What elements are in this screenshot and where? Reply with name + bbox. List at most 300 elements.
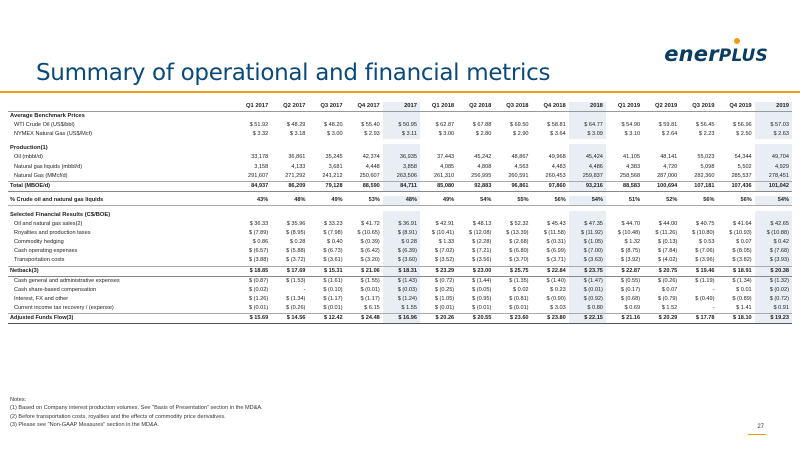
value-cell: $ 23.80 (532, 313, 569, 323)
row-label: Cash share-based compensation (14, 286, 97, 293)
value-cell: $ 42.65 (755, 220, 792, 229)
value-cell: $ 12.42 (308, 313, 345, 323)
value-cell (569, 112, 606, 122)
value-cell: $ (1.34) (286, 295, 306, 302)
value-cell: 43% (234, 196, 271, 206)
value-cell: 285,537 (717, 172, 754, 182)
value-cell: $ 23.00 (457, 266, 494, 276)
value-cell: $ (7.00) (569, 247, 606, 256)
value-cell: 54% (755, 196, 792, 206)
column-header: Q4 2018 (532, 102, 569, 112)
value-cell: $ (3.60) (383, 256, 420, 266)
value-cell: 33,178 (251, 154, 269, 161)
value-cell (606, 211, 643, 220)
value-cell: $ 62.87 (435, 122, 455, 129)
value-cell: $ (0.01) (360, 286, 380, 293)
value-cell: 35,245 (325, 154, 343, 161)
value-cell: $ 0.23 (550, 286, 566, 293)
value-cell: $ (0.01) (494, 304, 531, 314)
value-cell: 53% (346, 196, 383, 206)
value-cell: $ 19.46 (680, 266, 717, 276)
value-cell (457, 144, 494, 153)
table-row (8, 304, 792, 314)
value-cell: 107,436 (717, 181, 754, 191)
value-cell (234, 211, 271, 220)
value-cell: $ (6.39) (383, 247, 420, 256)
value-cell: $ (1.35) (509, 277, 529, 284)
value-cell: $ (3.56) (457, 256, 494, 266)
value-cell: $ (2.28) (472, 239, 492, 246)
value-cell: 278,451 (755, 172, 792, 182)
value-cell: $ 48.20 (323, 122, 343, 129)
value-cell: $ 19.23 (755, 313, 792, 323)
row-label: Oil (mbbl/d) (14, 154, 43, 161)
value-cell: $ (0.55) (620, 277, 641, 284)
value-cell: 55% (494, 196, 531, 206)
table-header-row (8, 102, 792, 112)
value-cell: 291,607 (234, 172, 271, 182)
value-cell (420, 211, 457, 220)
value-cell: $ 0.07 (661, 286, 678, 293)
value-cell: $ (0.03) (383, 286, 420, 295)
value-cell: $ 18.91 (717, 266, 754, 276)
value-cell: 93,216 (569, 181, 606, 191)
value-cell (755, 112, 792, 122)
value-cell: $ 48.29 (286, 122, 306, 129)
row-label: Cash operating expenses (14, 248, 78, 255)
value-cell: 86,209 (271, 181, 308, 191)
section-header-row (8, 112, 792, 122)
row-label: Commodity hedging (14, 239, 64, 246)
value-cell: $ 20.26 (420, 313, 457, 323)
metrics-table (8, 102, 792, 324)
value-cell: $ (3.93) (755, 256, 792, 266)
value-cell: $ 41.64 (733, 221, 752, 228)
value-cell: $ 0.86 (252, 239, 269, 246)
value-cell: 271,292 (271, 172, 308, 182)
value-cell: $ 35.96 (286, 221, 306, 228)
column-header: 2019 (755, 102, 792, 112)
value-cell: $ 69.50 (509, 122, 529, 129)
value-cell: 36,861 (288, 154, 306, 161)
value-cell: $ 15.69 (234, 313, 271, 323)
value-cell: 282,360 (680, 172, 717, 182)
value-cell: $ 23.75 (569, 266, 606, 276)
value-cell: $ 25.75 (494, 266, 531, 276)
value-cell: $ 20.38 (755, 266, 792, 276)
value-cell (271, 112, 308, 122)
row-label: Netback(3) (8, 266, 234, 276)
value-cell: $ 0.01 (736, 286, 752, 293)
table-row (8, 247, 792, 256)
value-cell: $ (0.68) (620, 295, 641, 302)
value-cell: 256,995 (457, 172, 494, 182)
value-cell: $ (0.39) (360, 239, 380, 246)
value-cell: $ 0.53 (698, 239, 715, 246)
header-label-cell (8, 102, 234, 112)
value-cell: $ (1.55) (360, 277, 380, 284)
value-cell: $ 1.55 (383, 304, 420, 314)
value-cell: 84,711 (383, 181, 420, 191)
value-cell: 241,212 (308, 172, 345, 182)
value-cell: $ (8.95) (286, 230, 306, 237)
value-cell: $ (11.58) (543, 230, 566, 237)
value-cell: - (303, 286, 306, 293)
value-cell: $ 54.90 (621, 122, 641, 129)
value-cell: 4,808 (477, 163, 492, 170)
value-cell: $ 2.23 (698, 131, 715, 138)
value-cell: $ 3.00 (438, 131, 455, 138)
value-cell: $ 18.31 (383, 266, 420, 276)
value-cell: $ (0.01) (234, 304, 271, 314)
value-cell: 4,448 (365, 163, 380, 170)
column-header: Q4 2019 (717, 102, 754, 112)
value-cell: $ (4.02) (643, 256, 680, 266)
value-cell (346, 211, 383, 220)
page-title: Summary of operational and financial metrics (36, 60, 551, 86)
value-cell: $ (3.63) (569, 256, 606, 266)
value-cell: 48,867 (511, 154, 529, 161)
value-cell (457, 112, 494, 122)
row-label: Average Benchmark Prices (10, 113, 85, 120)
row-label: Current income tax recovery / (expense) (8, 304, 234, 314)
value-cell: 3,158 (254, 163, 269, 170)
value-cell (494, 112, 531, 122)
value-cell: $ 21.16 (606, 313, 643, 323)
value-cell: $ 14.56 (271, 313, 308, 323)
value-cell: $ (12.08) (468, 230, 492, 237)
footnote-line: (3) Please see "Non-GAAP Measures" section in the MD&A. (10, 422, 160, 429)
value-cell: $ 21.06 (346, 266, 383, 276)
value-cell: 49,968 (548, 154, 566, 161)
value-cell: $ (1.24) (383, 295, 420, 304)
column-header: Q2 2018 (457, 102, 494, 112)
value-cell: $ (3.72) (271, 256, 308, 266)
value-cell: $ (6.99) (546, 248, 566, 255)
value-cell (532, 112, 569, 122)
value-cell: $ (0.90) (546, 295, 566, 302)
value-cell: $ (0.26) (658, 277, 678, 284)
value-cell: $ (0.72) (434, 277, 455, 284)
value-cell: $ 56.96 (733, 122, 752, 129)
value-cell (234, 144, 271, 153)
value-cell: $ (0.01) (420, 304, 457, 314)
value-cell: $ (1.61) (323, 277, 343, 284)
value-cell: $ (13.39) (506, 230, 529, 237)
value-cell: $ 48.13 (472, 221, 492, 228)
value-cell: $ 17.78 (680, 313, 717, 323)
row-label: WTI Crude Oil (US$/bbl) (14, 122, 75, 129)
value-cell: $ (1.47) (569, 276, 606, 286)
value-cell: 56% (532, 196, 569, 206)
value-cell: $ 3.09 (569, 130, 606, 139)
value-cell: $ (0.01) (308, 304, 345, 314)
value-cell: 4,929 (755, 163, 792, 172)
value-cell: $ 18.10 (717, 313, 754, 323)
value-cell: $ 18.85 (234, 266, 271, 276)
value-cell: $ 59.81 (658, 122, 678, 129)
value-cell: 107,181 (680, 181, 717, 191)
column-header: Q2 2019 (643, 102, 680, 112)
column-header: Q3 2019 (680, 102, 717, 112)
value-cell: $ (0.49) (695, 295, 715, 302)
value-cell: $ 36.33 (249, 221, 269, 228)
value-cell: $ 2.50 (736, 131, 752, 138)
row-label: Production(1) (10, 145, 48, 152)
value-cell: $ (0.02) (755, 286, 792, 295)
row-label: Interest, FX and other (14, 295, 69, 302)
value-cell: 56% (680, 196, 717, 206)
value-cell: $ 0.91 (755, 304, 792, 314)
value-cell: 260,453 (532, 172, 569, 182)
value-cell: $ (3.92) (606, 256, 643, 266)
value-cell (717, 112, 754, 122)
value-cell: $ (8.05) (732, 248, 752, 255)
row-label: Selected Financial Results (C$/BOE) (10, 211, 111, 218)
page-number-rule (748, 434, 766, 435)
company-logo (664, 42, 768, 66)
row-label: Adjusted Funds Flow(3) (8, 313, 234, 323)
column-header: Q1 2018 (420, 102, 457, 112)
value-cell: $ 56.45 (695, 122, 715, 129)
value-cell: $ (0.01) (457, 304, 494, 314)
value-cell: 5,502 (737, 163, 752, 170)
value-cell: $ (0.95) (472, 295, 492, 302)
value-cell: 100,694 (643, 181, 680, 191)
section-header-row (8, 211, 792, 220)
value-cell (532, 211, 569, 220)
value-cell: $ 64.77 (569, 121, 606, 130)
value-cell: $ 1.52 (643, 304, 680, 314)
value-cell (494, 211, 531, 220)
value-cell (271, 211, 308, 220)
value-cell: 258,568 (606, 172, 643, 182)
value-cell: $ (1.05) (434, 295, 455, 302)
value-cell (383, 112, 420, 122)
value-cell: $ (0.92) (569, 295, 606, 304)
table-row (8, 196, 792, 206)
value-cell: 4,563 (514, 163, 529, 170)
value-cell (346, 112, 383, 122)
value-cell: $ (7.06) (695, 248, 715, 255)
value-cell: $ 3.18 (289, 131, 306, 138)
value-cell: $ (1.05) (569, 238, 606, 247)
value-cell: $ (6.73) (323, 248, 343, 255)
row-label: Natural Gas (MMcf/d) (8, 172, 234, 182)
table-row (8, 266, 792, 276)
value-cell: 49,704 (755, 153, 792, 162)
value-cell: 85,080 (420, 181, 457, 191)
value-cell: 4,383 (626, 163, 641, 170)
value-cell: 36,935 (383, 153, 420, 162)
value-cell: $ (1.34) (732, 277, 752, 284)
value-cell: $ (7.98) (323, 230, 343, 237)
value-cell: $ (2.68) (509, 239, 529, 246)
footnote-line: Notes: (10, 397, 27, 403)
value-cell: $ 0.40 (327, 239, 343, 246)
column-header: Q3 2017 (308, 102, 345, 112)
column-header: 2017 (383, 102, 420, 112)
row-label: Royalties and production taxes (14, 230, 91, 237)
value-cell: $ 24.48 (346, 313, 383, 323)
value-cell: $ (10.80) (692, 230, 715, 237)
value-cell: $ (1.53) (286, 277, 306, 284)
column-header: 2018 (569, 102, 606, 112)
value-cell: $ (7.89) (248, 230, 269, 237)
value-cell (717, 211, 754, 220)
section-header-row (8, 144, 792, 153)
value-cell (420, 144, 457, 153)
footnote-line: (2) Before transportation costs, royalties and the effects of commodity price derivatives. (10, 413, 226, 420)
value-cell: $ 45.43 (547, 221, 566, 228)
value-cell: 92,883 (457, 181, 494, 191)
value-cell: $ (0.05) (472, 286, 492, 293)
value-cell: - (680, 304, 717, 314)
value-cell: $ 44.70 (621, 221, 641, 228)
value-cell: $ 6.15 (346, 304, 383, 314)
value-cell: $ 3.00 (327, 131, 343, 138)
value-cell: $ (7.68) (755, 247, 792, 256)
value-cell: $ (6.80) (509, 248, 529, 255)
value-cell (569, 144, 606, 153)
value-cell: $ (0.72) (755, 295, 792, 304)
value-cell: $ (10.93) (729, 230, 752, 237)
value-cell: 4,486 (569, 163, 606, 172)
value-cell: $ 57.03 (755, 121, 792, 130)
value-cell (308, 144, 345, 153)
value-cell (717, 144, 754, 153)
value-cell: $ (3.52) (420, 256, 457, 266)
row-label: % Crude oil and natural gas liquids (8, 196, 234, 206)
value-cell: $ (3.61) (308, 256, 345, 266)
value-cell: 96,861 (494, 181, 531, 191)
value-cell: 49% (308, 196, 345, 206)
value-cell: $ (0.10) (323, 286, 343, 293)
table-row (8, 153, 792, 162)
value-cell: $ (3.20) (346, 256, 383, 266)
value-cell (643, 211, 680, 220)
value-cell: $ (3.88) (234, 256, 271, 266)
page-number: 27 (757, 424, 764, 430)
value-cell: $ 44.00 (658, 221, 678, 228)
value-cell (606, 144, 643, 153)
table-row (8, 163, 792, 172)
value-cell: $ (0.02) (248, 286, 269, 293)
value-cell: $ (11.26) (655, 230, 678, 237)
row-label: Total (MBOE/d) (8, 181, 234, 191)
table-row (8, 256, 792, 266)
value-cell: $ 0.28 (383, 238, 420, 247)
value-cell (234, 112, 271, 122)
value-cell: $ 55.40 (361, 122, 380, 129)
footnote-line: (1) Based on Company interest production volumes. See "Basis of Presentation" section in the MD&A. (10, 405, 263, 412)
table-row (8, 276, 792, 286)
column-header: Q4 2017 (346, 102, 383, 112)
value-cell: 4,133 (291, 163, 306, 170)
value-cell: $ (0.81) (509, 295, 529, 302)
row-label: Oil and natural gas sales(2) (14, 221, 83, 228)
value-cell: $ 0.07 (736, 239, 752, 246)
value-cell: $ 20.75 (643, 266, 680, 276)
value-cell: $ 22.87 (606, 266, 643, 276)
value-cell: 5,098 (700, 163, 715, 170)
value-cell: $ 2.93 (364, 131, 380, 138)
value-cell: 4,483 (551, 163, 566, 170)
value-cell: - (712, 286, 715, 293)
value-cell: 88,583 (606, 181, 643, 191)
value-cell (308, 211, 345, 220)
table-row (8, 220, 792, 229)
value-cell: $ (0.31) (546, 239, 566, 246)
logo-text-plus: PLUS (718, 46, 768, 66)
value-cell: $ (0.26) (271, 304, 308, 314)
value-cell: $ 52.32 (509, 221, 529, 228)
value-cell: $ 2.64 (661, 131, 678, 138)
value-cell: 250,607 (346, 172, 383, 182)
value-cell (680, 211, 717, 220)
value-cell: $ 41.72 (361, 221, 380, 228)
value-cell (383, 211, 420, 220)
value-cell: $ 2.80 (475, 131, 492, 138)
value-cell (755, 211, 792, 220)
value-cell: $ (8.75) (620, 248, 641, 255)
table-row (8, 229, 792, 238)
value-cell: $ (3.70) (494, 256, 531, 266)
value-cell: $ (0.01) (569, 286, 606, 295)
value-cell: 37,443 (437, 154, 455, 161)
logo-text-ener: ener (664, 42, 719, 66)
value-cell: $ (0.87) (248, 277, 269, 284)
value-cell: 54,344 (734, 154, 752, 161)
value-cell: $ 42.91 (435, 221, 455, 228)
value-cell: $ 51.92 (249, 122, 269, 129)
value-cell: $ (6.57) (248, 248, 269, 255)
table-row (8, 238, 792, 247)
value-cell: $ 58.81 (547, 122, 566, 129)
table-row (8, 286, 792, 295)
table-row (8, 121, 792, 130)
value-cell: $ (1.17) (323, 295, 343, 302)
value-cell: 3,858 (383, 163, 420, 172)
value-cell: $ (10.48) (617, 230, 641, 237)
value-cell: $ 3.10 (624, 131, 641, 138)
value-cell: $ (7.21) (472, 248, 492, 255)
value-cell: $ (1.17) (360, 295, 380, 302)
value-cell: 287,000 (643, 172, 680, 182)
value-cell: $ 3.32 (252, 131, 269, 138)
value-cell: $ 2.63 (755, 130, 792, 139)
value-cell: $ (0.13) (658, 239, 678, 246)
value-cell: 41,105 (623, 154, 641, 161)
value-cell: $ 1.33 (438, 239, 455, 246)
value-cell: 88,590 (346, 181, 383, 191)
value-cell: $ 22.84 (532, 266, 569, 276)
value-cell: $ (0.79) (658, 295, 678, 302)
value-cell: 3,681 (328, 163, 343, 170)
value-cell: 56% (717, 196, 754, 206)
value-cell: 45,424 (569, 153, 606, 162)
value-cell: $ (1.26) (248, 295, 269, 302)
value-cell: $ 3.64 (550, 131, 566, 138)
value-cell: $ 23.60 (494, 313, 531, 323)
value-cell: 48,141 (660, 154, 678, 161)
value-cell: 54% (457, 196, 494, 206)
value-cell: $ 15.31 (308, 266, 345, 276)
value-cell: $ (3.96) (680, 256, 717, 266)
value-cell: $ (7.02) (434, 248, 455, 255)
value-cell (680, 144, 717, 153)
value-cell: $ 33.23 (323, 221, 343, 228)
